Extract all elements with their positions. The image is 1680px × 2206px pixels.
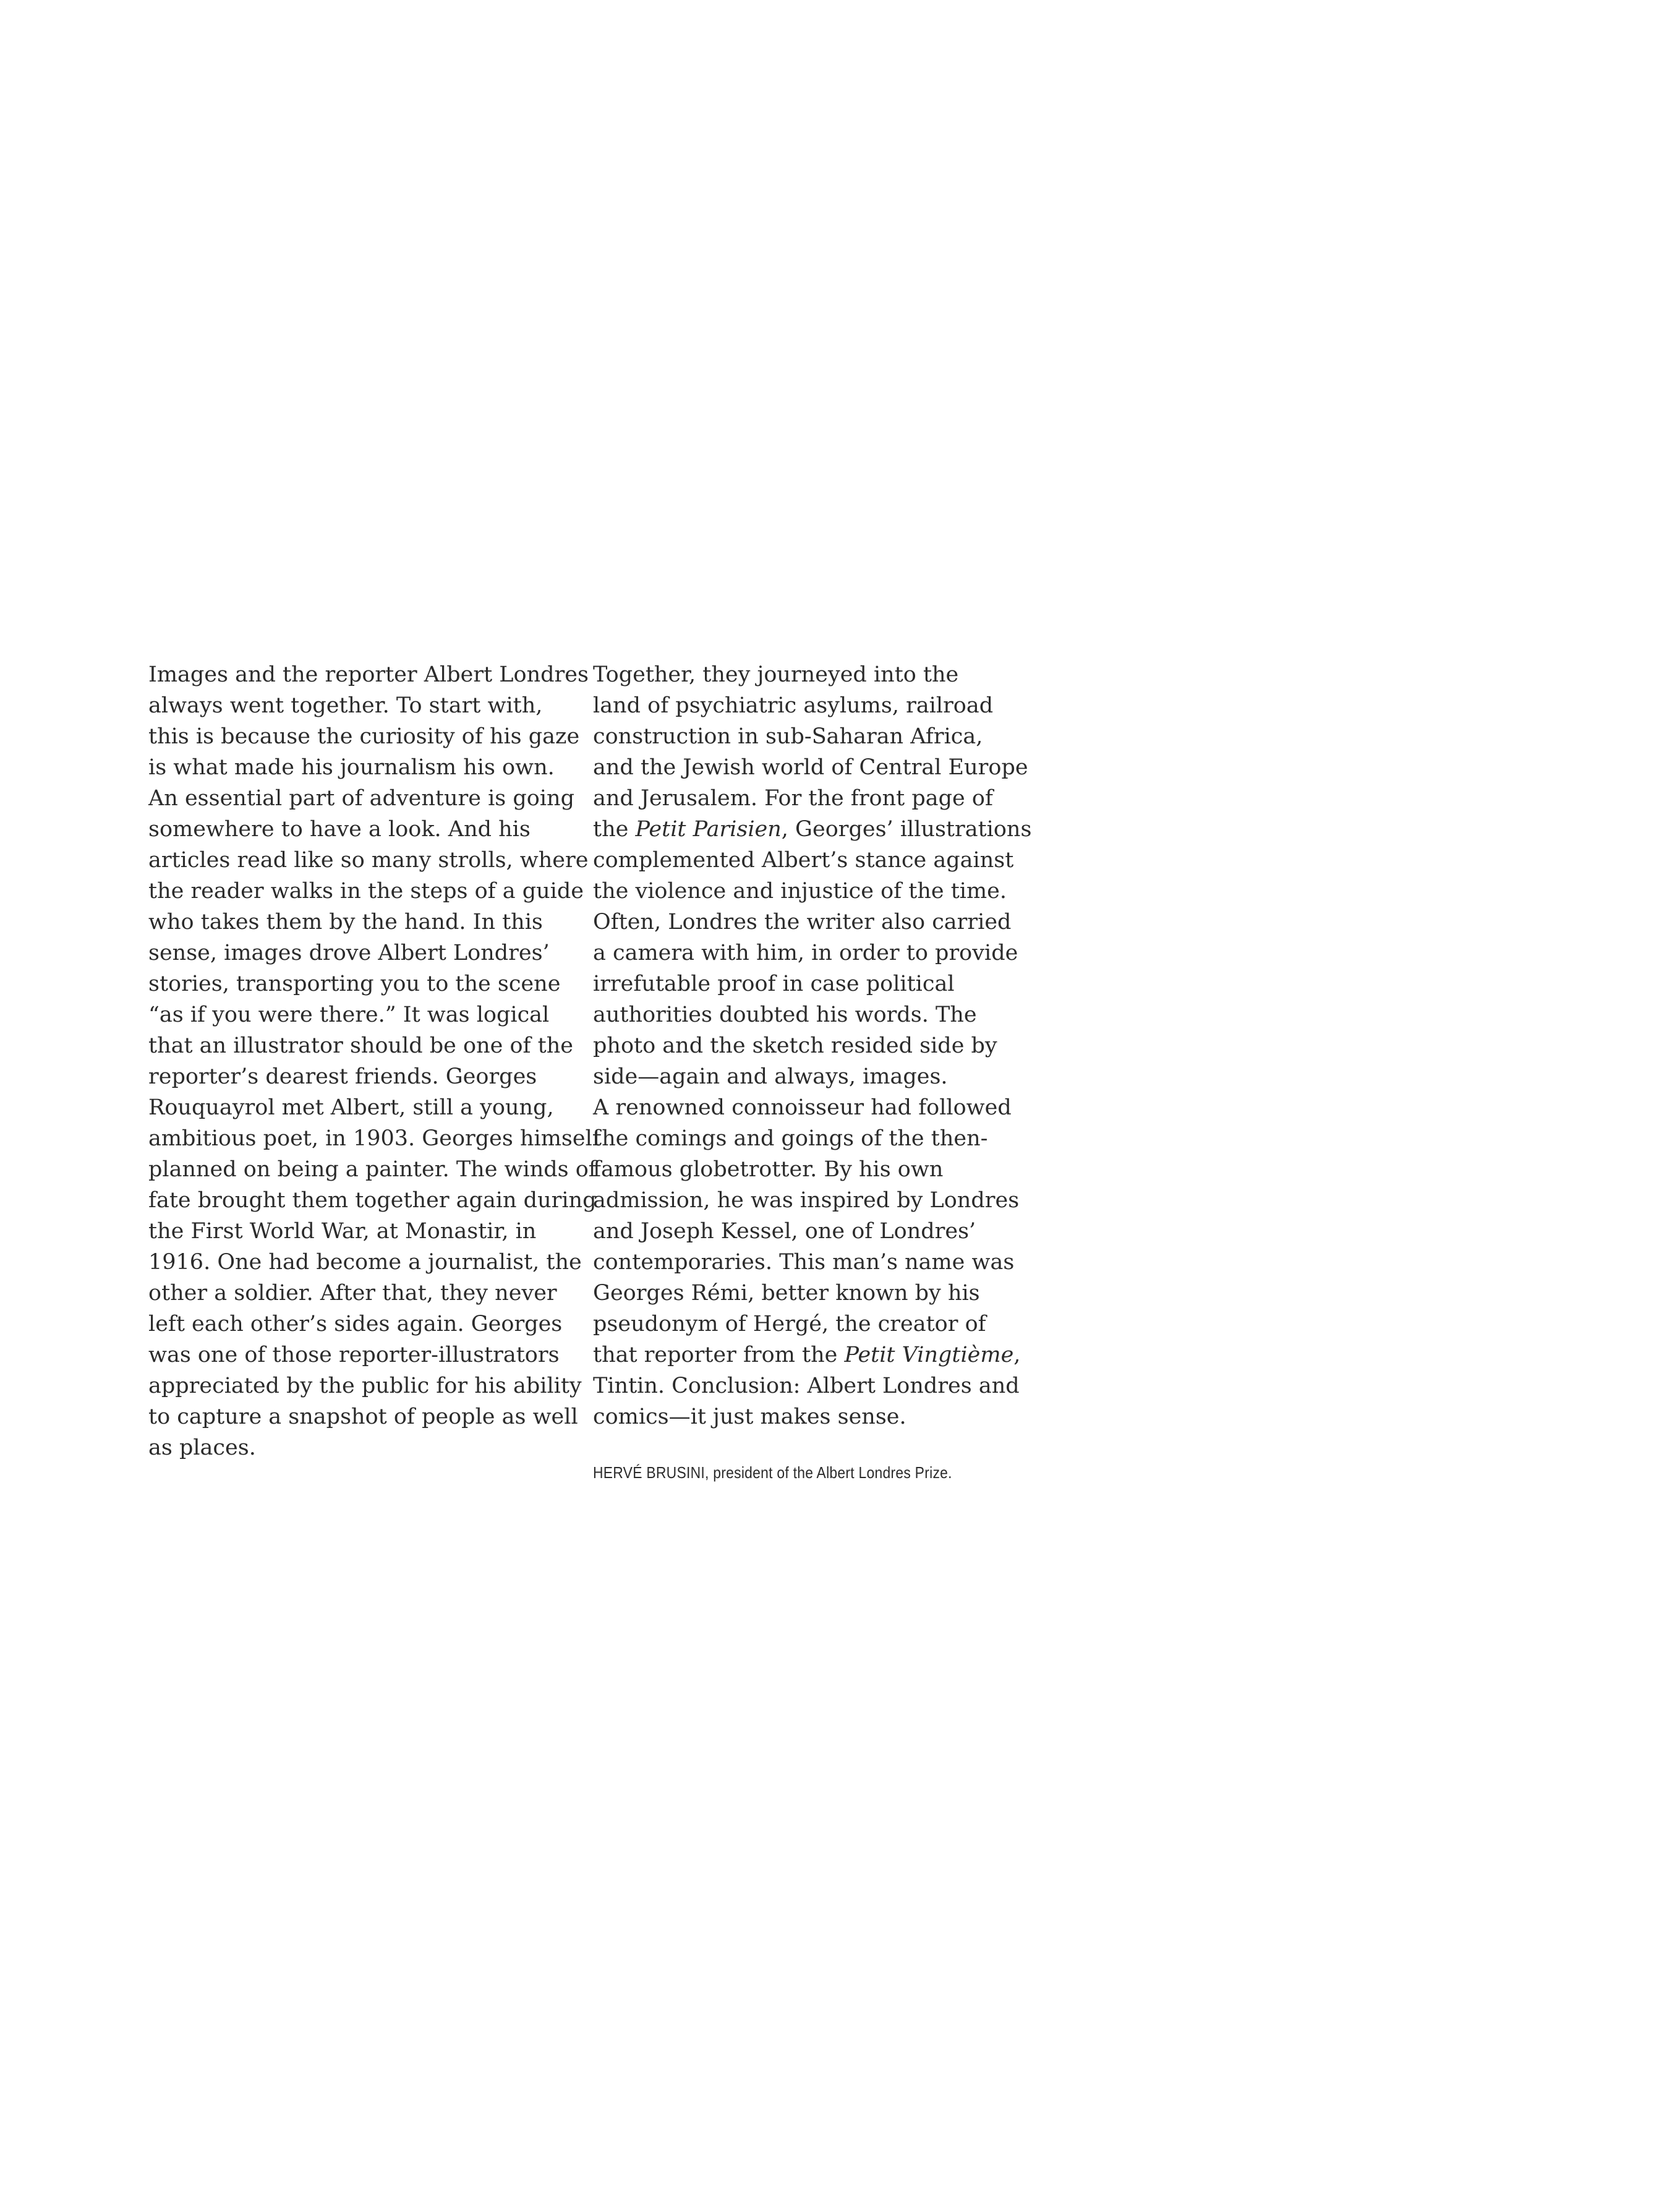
text-line: admission, he was inspired by Londres: [593, 1188, 1020, 1213]
text-line: reporter’s dearest friends. Georges: [148, 1064, 537, 1089]
text-line: the comings and goings of the then-: [593, 1126, 988, 1151]
text-line: “as if you were there.” It was logical: [148, 1003, 550, 1027]
text-line: the First World War, at Monastir, in: [148, 1219, 537, 1244]
text-line: other a soldier. After that, they never: [148, 1281, 557, 1306]
text-line: irrefutable proof in case political: [593, 972, 955, 996]
text-line: articles read like so many strolls, where: [148, 848, 589, 873]
text-segment: that reporter from the: [593, 1343, 845, 1367]
text-line: planned on being a painter. The winds of: [148, 1157, 597, 1182]
text-line: the reader walks in the steps of a guide: [148, 879, 584, 904]
text-line: and Joseph Kessel, one of Londres’: [593, 1219, 976, 1244]
newspaper-title-petit-parisien: Petit Parisien: [635, 817, 782, 842]
text-line: contemporaries. This man’s name was: [593, 1250, 1015, 1275]
text-line: somewhere to have a look. And his: [148, 817, 531, 842]
text-line: construction in sub-Saharan Africa,: [593, 724, 983, 749]
text-line: [593, 814, 1038, 845]
newspaper-title-petit-vingtieme: Petit Vingtième: [844, 1343, 1014, 1367]
text-line: ambitious poet, in 1903. Georges himself: [148, 1126, 600, 1151]
text-segment: , Georges’ illustrations: [781, 817, 1032, 842]
article-right-column: [593, 659, 1038, 1432]
text-line: appreciated by the public for his ability: [148, 1374, 582, 1398]
text-line: a camera with him, in order to provide: [593, 941, 1018, 965]
text-line: left each other’s sides again. Georges: [148, 1312, 563, 1336]
text-line: photo and the sketch resided side by: [593, 1033, 997, 1058]
text-line: A renowned connoisseur had followed: [593, 1095, 1012, 1120]
text-line: and the Jewish world of Central Europe: [593, 755, 1028, 780]
text-line: comics—it just makes sense.: [593, 1404, 906, 1429]
text-line: Often, Londres the writer also carried: [593, 910, 1012, 934]
text-line: to capture a snapshot of people as well: [148, 1404, 578, 1429]
text-line: the violence and injustice of the time.: [593, 879, 1007, 904]
article-left-column: [148, 659, 600, 1463]
text-line: stories, transporting you to the scene: [148, 972, 561, 996]
text-line: this is because the curiosity of his gaze: [148, 724, 580, 749]
text-line: is what made his journalism his own.: [148, 755, 555, 780]
text-line: pseudonym of Hergé, the creator of: [593, 1312, 986, 1336]
text-line: complemented Albert’s stance against: [593, 848, 1014, 873]
text-line: side—again and always, images.: [593, 1064, 948, 1089]
author-signature: HERVÉ BRUSINI, president of the Albert Londres Prize.: [593, 1463, 952, 1482]
text-line: fate brought them together again during: [148, 1188, 597, 1213]
text-line: [593, 1340, 1038, 1370]
text-line: Tintin. Conclusion: Albert Londres and: [593, 1374, 1020, 1398]
text-segment: ,: [1013, 1343, 1021, 1367]
text-line: 1916. One had become a journalist, the: [148, 1250, 582, 1275]
text-line: authorities doubted his words. The: [593, 1003, 977, 1027]
text-line: as places.: [148, 1435, 256, 1460]
text-line: famous globetrotter. By his own: [593, 1157, 944, 1182]
text-segment: the: [593, 817, 636, 842]
text-line: always went together. To start with,: [148, 693, 543, 718]
text-line: Rouquayrol met Albert, still a young,: [148, 1095, 554, 1120]
text-line: sense, images drove Albert Londres’: [148, 941, 550, 965]
text-line: An essential part of adventure is going: [148, 786, 574, 811]
text-line: Images and the reporter Albert Londres: [148, 662, 589, 687]
text-line: who takes them by the hand. In this: [148, 910, 543, 934]
text-line: that an illustrator should be one of the: [148, 1033, 573, 1058]
text-line: and Jerusalem. For the front page of: [593, 786, 993, 811]
text-line: Together, they journeyed into the: [593, 662, 959, 687]
text-line: was one of those reporter-illustrators: [148, 1343, 560, 1367]
text-line: Georges Rémi, better known by his: [593, 1281, 980, 1306]
text-line: land of psychiatric asylums, railroad: [593, 693, 994, 718]
